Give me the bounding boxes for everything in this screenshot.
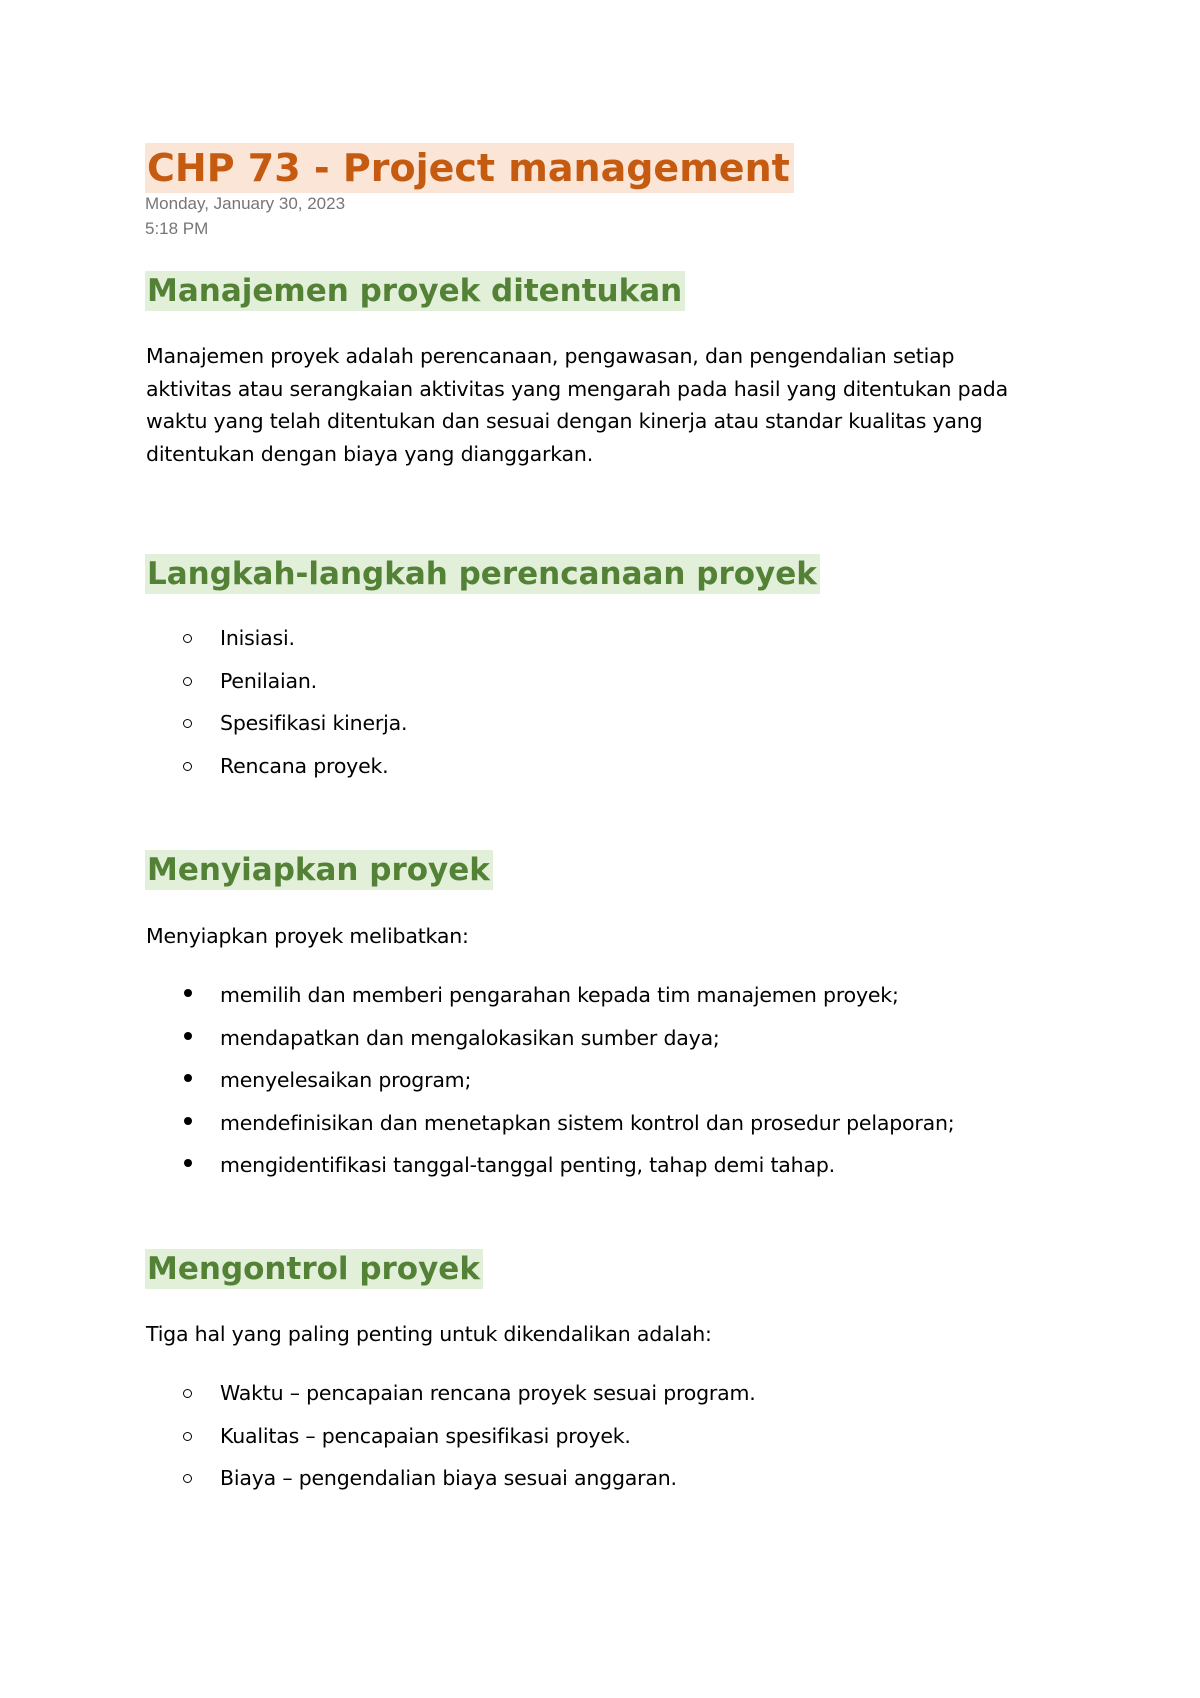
section-heading-definition: Manajemen proyek ditentukan bbox=[145, 271, 685, 311]
list-item-text: menyelesaikan program; bbox=[220, 1068, 472, 1092]
definition-paragraph: Manajemen proyek adalah perencanaan, pengawasan, dan pengendalian setiap aktivitas atau serangkaian aktivitas yang mengarah pada hasil yang ditentukan pada waktu yang telah ditentukan dan sesuai dengan kinerja atau standar kualitas yang ditentukan dengan biaya yang dianggarkan. bbox=[146, 344, 1008, 466]
controlling-list bbox=[146, 1372, 756, 1500]
list-item-text: mendefinisikan dan menetapkan sistem kontrol dan prosedur pelaporan; bbox=[220, 1110, 955, 1135]
list-item bbox=[146, 1415, 756, 1458]
circle-bullet-icon bbox=[183, 634, 192, 643]
circle-bullet-icon bbox=[183, 1432, 192, 1441]
list-item-text: Waktu – pencapaian rencana proyek sesuai program. bbox=[220, 1381, 756, 1405]
list-item-text: mengidentifikasi tanggal-tanggal penting, tahap demi tahap. bbox=[220, 1153, 835, 1177]
list-item bbox=[146, 1144, 954, 1187]
list-item-text: mendapatkan dan mengalokasikan sumber daya; bbox=[220, 1025, 720, 1050]
list-item bbox=[146, 974, 954, 1017]
page-date: Monday, January 30, 2023 bbox=[145, 194, 346, 213]
circle-bullet-icon bbox=[183, 1389, 192, 1398]
disc-bullet-icon bbox=[184, 1117, 192, 1125]
section-heading-planning-steps: Langkah-langkah perencanaan proyek bbox=[145, 554, 820, 594]
list-item bbox=[146, 1017, 954, 1060]
list-item-text: Spesifikasi kinerja. bbox=[220, 711, 408, 735]
list-item bbox=[146, 745, 407, 788]
circle-bullet-icon bbox=[183, 762, 192, 771]
page-time: 5:18 PM bbox=[145, 219, 209, 238]
list-item-text: Kualitas – pencapaian spesifikasi proyek. bbox=[220, 1423, 631, 1448]
list-item-text: Biaya – pengendalian biaya sesuai anggaran. bbox=[220, 1466, 677, 1490]
list-item-text: memilih dan memberi pengarahan kepada tim manajemen proyek; bbox=[220, 983, 899, 1007]
list-item-text: Inisiasi. bbox=[220, 626, 295, 650]
disc-bullet-icon bbox=[184, 989, 192, 997]
list-item bbox=[146, 1457, 756, 1500]
circle-bullet-icon bbox=[183, 677, 192, 686]
list-item-text: Penilaian. bbox=[220, 668, 317, 693]
section-heading-controlling: Mengontrol proyek bbox=[145, 1249, 483, 1289]
circle-bullet-icon bbox=[183, 719, 192, 728]
planning-steps-list bbox=[146, 617, 407, 787]
page-title: CHP 73 - Project management bbox=[145, 143, 794, 193]
disc-bullet-icon bbox=[184, 1032, 192, 1040]
list-item bbox=[146, 1372, 756, 1415]
section-heading-preparing: Menyiapkan proyek bbox=[145, 850, 493, 890]
preparing-intro: Menyiapkan proyek melibatkan: bbox=[146, 924, 469, 948]
list-item bbox=[146, 660, 407, 703]
list-item-text: Rencana proyek. bbox=[220, 753, 389, 778]
preparing-list bbox=[146, 974, 954, 1187]
controlling-intro: Tiga hal yang paling penting untuk dikendalikan adalah: bbox=[146, 1322, 712, 1346]
list-item bbox=[146, 617, 407, 660]
disc-bullet-icon bbox=[184, 1074, 192, 1082]
list-item bbox=[146, 702, 407, 745]
disc-bullet-icon bbox=[184, 1159, 192, 1167]
list-item bbox=[146, 1102, 954, 1145]
circle-bullet-icon bbox=[183, 1474, 192, 1483]
list-item bbox=[146, 1059, 954, 1102]
